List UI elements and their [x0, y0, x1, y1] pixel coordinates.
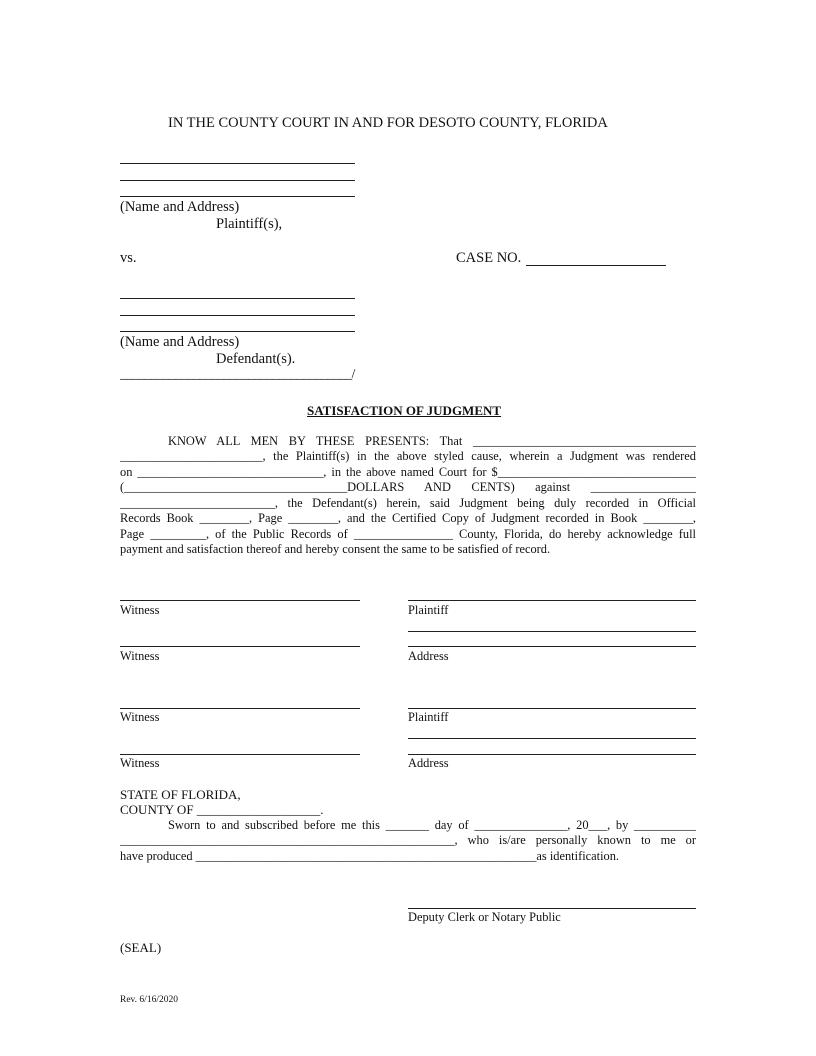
versus-label: vs.	[120, 250, 137, 266]
caption-closing-line: ______________________________________/	[120, 366, 355, 381]
court-title: IN THE COUNTY COURT IN AND FOR DESOTO COUNTY, FLORIDA	[168, 115, 608, 131]
plaintiff-name-address-label: (Name and Address)	[120, 199, 240, 215]
defendant-name-address-label: (Name and Address)	[120, 334, 240, 350]
plaintiff-role-label: Plaintiff(s),	[216, 216, 283, 232]
witness-signature-line-1[interactable]	[120, 600, 360, 601]
witness-signature-line-3[interactable]	[120, 708, 360, 709]
body-line-2: _______________________, the Plaintiff(s) in the above styled cause, wherein a Judgment was rendered	[120, 449, 696, 463]
body-line-7: Page _________, of the Public Records of ________________ County, Florida, do hereby acknowledge full	[120, 527, 696, 541]
plaintiff-address-line-1b[interactable]	[408, 646, 696, 647]
plaintiff-name-line-1[interactable]	[120, 163, 355, 164]
defendant-name-line-2[interactable]	[120, 315, 355, 316]
body-line-8: payment and satisfaction thereof and hereby consent the same to be satisfied of record.	[120, 542, 551, 556]
plaintiff-signature-line-2[interactable]	[408, 708, 696, 709]
witness-signature-line-4[interactable]	[120, 754, 360, 755]
witness-label-2: Witness	[120, 649, 160, 663]
notary-state: STATE OF FLORIDA,	[120, 787, 241, 802]
body-line-3: on ______________________________, in the above named Court for $________________________________	[120, 465, 696, 479]
witness-label-3: Witness	[120, 710, 160, 724]
notary-signature-line[interactable]	[408, 908, 696, 909]
plaintiff-address-line-2b[interactable]	[408, 754, 696, 755]
witness-label-4: Witness	[120, 756, 160, 770]
plaintiff-label-2: Plaintiff	[408, 710, 449, 724]
plaintiff-label-1: Plaintiff	[408, 603, 449, 617]
body-line-6: Records Book ________, Page ________, and the Certified Copy of Judgment recorded in Book ________,	[120, 511, 696, 525]
notary-line-3: have produced _______________________________________________________as identification.	[120, 849, 620, 863]
body-line-5: _________________________, the Defendant(s) herein, said Judgment being duly recorded in Official	[120, 496, 696, 510]
body-line-1: KNOW ALL MEN BY THESE PRESENTS: That ____________________________________	[168, 434, 696, 448]
witness-signature-line-2[interactable]	[120, 646, 360, 647]
address-label-2: Address	[408, 756, 449, 770]
seal-label: (SEAL)	[120, 940, 162, 955]
plaintiff-address-line-2a[interactable]	[408, 738, 696, 739]
notary-county: COUNTY OF ___________________.	[120, 802, 324, 817]
plaintiff-name-line-2[interactable]	[120, 180, 355, 181]
plaintiff-address-line-1a[interactable]	[408, 631, 696, 632]
defendant-name-line-1[interactable]	[120, 298, 355, 299]
revision-date: Rev. 6/16/2020	[120, 995, 178, 1005]
plaintiff-signature-line-1[interactable]	[408, 600, 696, 601]
notary-line-1: Sworn to and subscribed before me this _______ day of _______________, 20___, by __________	[168, 818, 696, 832]
address-label-1: Address	[408, 649, 449, 663]
body-line-4: (____________________________________DOLLARS AND CENTS) against _________________	[120, 480, 696, 494]
defendant-role-label: Defendant(s).	[216, 351, 296, 367]
document-title: SATISFACTION OF JUDGMENT	[307, 403, 502, 418]
plaintiff-name-line-3[interactable]	[120, 196, 355, 197]
case-number-field[interactable]	[526, 265, 666, 266]
defendant-name-line-3[interactable]	[120, 331, 355, 332]
witness-label-1: Witness	[120, 603, 160, 617]
notary-signer-label: Deputy Clerk or Notary Public	[408, 910, 561, 924]
case-number-label: CASE NO.	[456, 250, 522, 266]
notary-line-2: ______________________________________________________, who is/are personally known to me or	[120, 833, 696, 847]
